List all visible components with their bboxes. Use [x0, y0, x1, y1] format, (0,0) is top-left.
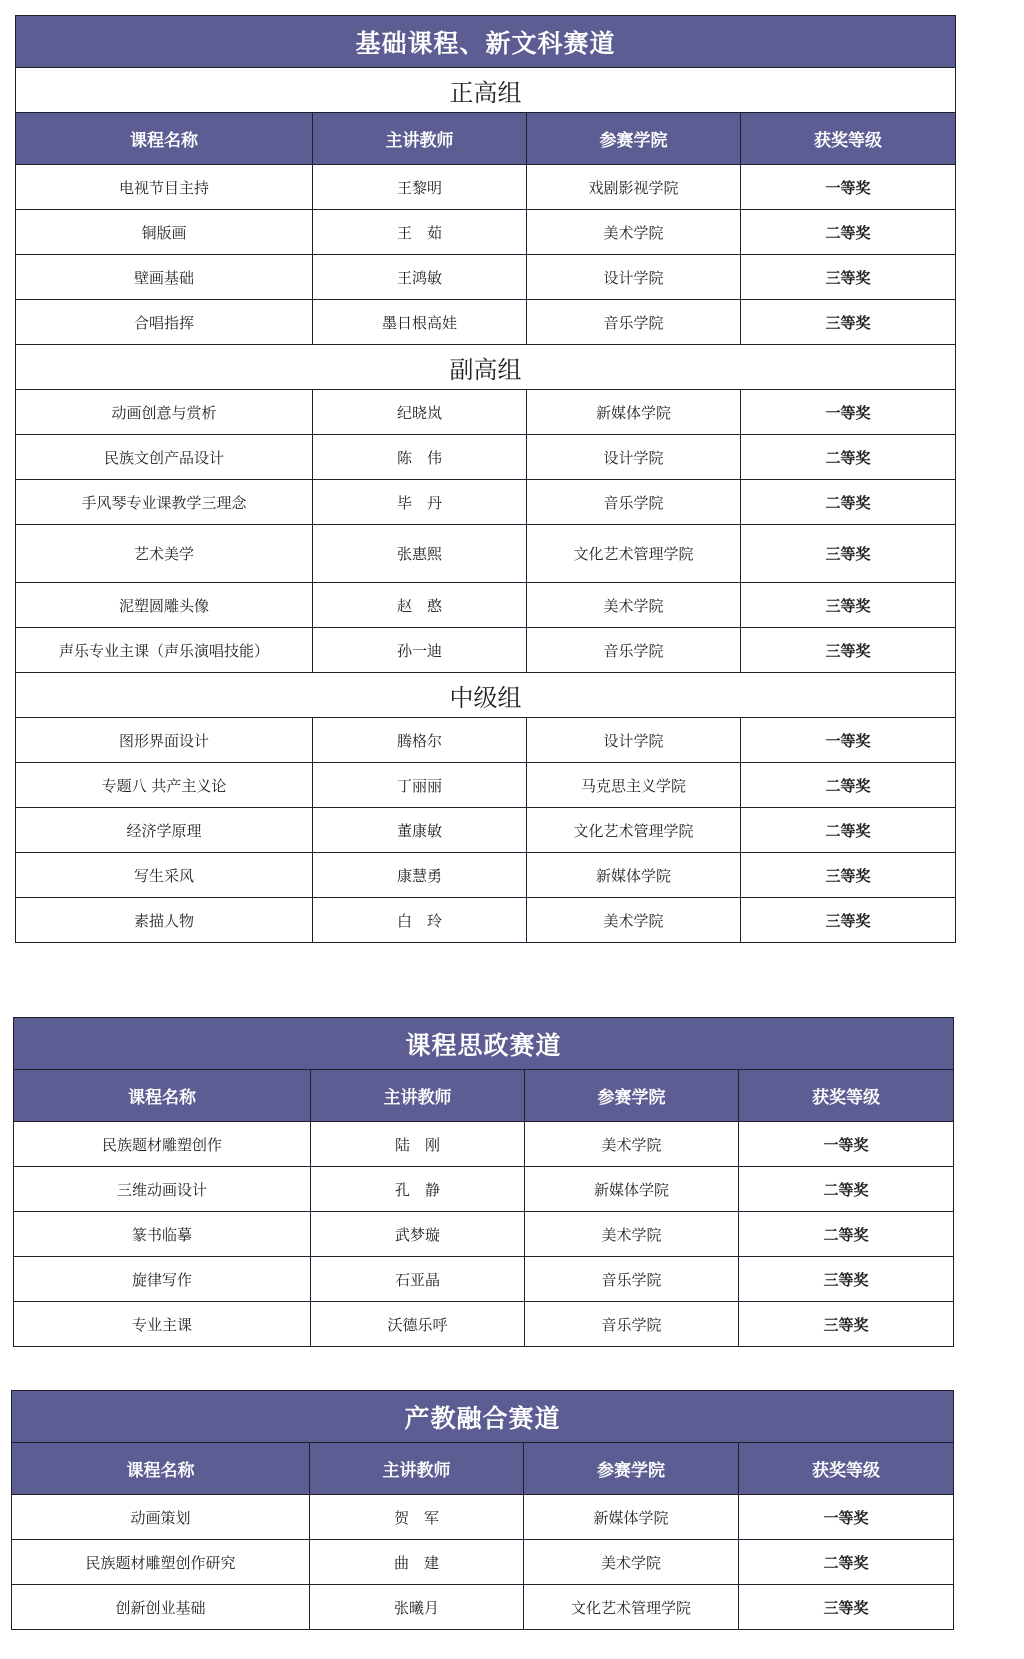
award-level: 三等奖 — [739, 1257, 954, 1302]
header-award: 获奖等级 — [739, 1070, 954, 1122]
table-row — [16, 853, 956, 898]
header-teacher: 主讲教师 — [313, 113, 527, 165]
course-name: 民族题材雕塑创作 — [14, 1122, 311, 1167]
teacher-name: 孔 静 — [311, 1167, 525, 1212]
table-row — [12, 1585, 954, 1630]
table-row — [12, 1540, 954, 1585]
header-award: 获奖等级 — [741, 113, 956, 165]
teacher-name: 纪晓岚 — [313, 390, 527, 435]
teacher-name: 陆 刚 — [311, 1122, 525, 1167]
course-name: 民族题材雕塑创作研究 — [12, 1540, 310, 1585]
header-award: 获奖等级 — [739, 1443, 954, 1495]
college-name: 美术学院 — [525, 1212, 739, 1257]
award-table-industry-education — [11, 1390, 954, 1630]
college-name: 文化艺术管理学院 — [527, 525, 741, 583]
award-level: 三等奖 — [741, 628, 956, 673]
table-row — [12, 1495, 954, 1540]
table-row — [16, 255, 956, 300]
teacher-name: 白 玲 — [313, 898, 527, 943]
teacher-name: 赵 憨 — [313, 583, 527, 628]
table-row — [14, 1212, 954, 1257]
award-table-ideological-courses — [13, 1017, 954, 1347]
course-name: 声乐专业主课（声乐演唱技能） — [16, 628, 313, 673]
teacher-name: 石亚晶 — [311, 1257, 525, 1302]
course-name: 壁画基础 — [16, 255, 313, 300]
award-level: 一等奖 — [741, 718, 956, 763]
header-course-name: 课程名称 — [12, 1443, 310, 1495]
college-name: 戏剧影视学院 — [527, 165, 741, 210]
award-level: 二等奖 — [741, 210, 956, 255]
course-name: 泥塑圆雕头像 — [16, 583, 313, 628]
teacher-name: 王鸿敏 — [313, 255, 527, 300]
college-name: 音乐学院 — [527, 628, 741, 673]
header-college: 参赛学院 — [527, 113, 741, 165]
award-level: 三等奖 — [741, 853, 956, 898]
award-level: 三等奖 — [739, 1302, 954, 1347]
table-row — [16, 718, 956, 763]
award-level: 一等奖 — [739, 1122, 954, 1167]
course-name: 写生采风 — [16, 853, 313, 898]
teacher-name: 贺 军 — [310, 1495, 524, 1540]
course-name: 艺术美学 — [16, 525, 313, 583]
teacher-name: 张惠熙 — [313, 525, 527, 583]
table-row — [14, 1257, 954, 1302]
course-name: 动画创意与赏析 — [16, 390, 313, 435]
award-level: 一等奖 — [741, 165, 956, 210]
college-name: 美术学院 — [527, 898, 741, 943]
table-row — [16, 763, 956, 808]
header-college: 参赛学院 — [525, 1070, 739, 1122]
course-name: 合唱指挥 — [16, 300, 313, 345]
group-title: 中级组 — [16, 673, 956, 718]
course-name: 篆书临摹 — [14, 1212, 311, 1257]
course-name: 专题八 共产主义论 — [16, 763, 313, 808]
teacher-name: 孙一迪 — [313, 628, 527, 673]
award-table-basic-courses — [15, 15, 956, 943]
teacher-name: 康慧勇 — [313, 853, 527, 898]
table-row — [16, 898, 956, 943]
table-row — [16, 628, 956, 673]
award-level: 一等奖 — [739, 1495, 954, 1540]
course-name: 创新创业基础 — [12, 1585, 310, 1630]
award-level: 二等奖 — [739, 1167, 954, 1212]
award-level: 二等奖 — [741, 808, 956, 853]
course-name: 旋律写作 — [14, 1257, 311, 1302]
college-name: 新媒体学院 — [527, 390, 741, 435]
table-row — [16, 390, 956, 435]
college-name: 新媒体学院 — [527, 853, 741, 898]
college-name: 美术学院 — [527, 210, 741, 255]
teacher-name: 沃德乐呼 — [311, 1302, 525, 1347]
table-row — [16, 300, 956, 345]
table-row — [16, 480, 956, 525]
table-row — [14, 1302, 954, 1347]
course-name: 经济学原理 — [16, 808, 313, 853]
section-title: 产教融合赛道 — [12, 1391, 954, 1443]
college-name: 美术学院 — [525, 1122, 739, 1167]
table-row — [14, 1167, 954, 1212]
table-row — [14, 1122, 954, 1167]
teacher-name: 王黎明 — [313, 165, 527, 210]
teacher-name: 武梦璇 — [311, 1212, 525, 1257]
teacher-name: 腾格尔 — [313, 718, 527, 763]
table-row — [16, 165, 956, 210]
course-name: 三维动画设计 — [14, 1167, 311, 1212]
header-teacher: 主讲教师 — [311, 1070, 525, 1122]
college-name: 设计学院 — [527, 718, 741, 763]
award-level: 二等奖 — [741, 435, 956, 480]
college-name: 新媒体学院 — [524, 1495, 739, 1540]
teacher-name: 陈 伟 — [313, 435, 527, 480]
award-level: 二等奖 — [741, 480, 956, 525]
award-level: 二等奖 — [741, 763, 956, 808]
table-row — [16, 583, 956, 628]
course-name: 动画策划 — [12, 1495, 310, 1540]
award-level: 三等奖 — [741, 898, 956, 943]
header-college: 参赛学院 — [524, 1443, 739, 1495]
teacher-name: 董康敏 — [313, 808, 527, 853]
group-title: 正高组 — [16, 68, 956, 113]
header-teacher: 主讲教师 — [310, 1443, 524, 1495]
header-course-name: 课程名称 — [14, 1070, 311, 1122]
teacher-name: 墨日根高娃 — [313, 300, 527, 345]
course-name: 手风琴专业课教学三理念 — [16, 480, 313, 525]
award-level: 三等奖 — [741, 255, 956, 300]
section-title: 课程思政赛道 — [14, 1018, 954, 1070]
award-level: 三等奖 — [741, 525, 956, 583]
table-row — [16, 210, 956, 255]
teacher-name: 毕 丹 — [313, 480, 527, 525]
course-name: 专业主课 — [14, 1302, 311, 1347]
course-name: 电视节目主持 — [16, 165, 313, 210]
table-row — [16, 808, 956, 853]
course-name: 图形界面设计 — [16, 718, 313, 763]
college-name: 美术学院 — [527, 583, 741, 628]
college-name: 设计学院 — [527, 435, 741, 480]
college-name: 美术学院 — [524, 1540, 739, 1585]
section-title: 基础课程、新文科赛道 — [16, 16, 956, 68]
college-name: 设计学院 — [527, 255, 741, 300]
college-name: 文化艺术管理学院 — [527, 808, 741, 853]
group-title: 副高组 — [16, 345, 956, 390]
college-name: 音乐学院 — [525, 1257, 739, 1302]
header-course-name: 课程名称 — [16, 113, 313, 165]
college-name: 马克思主义学院 — [527, 763, 741, 808]
college-name: 音乐学院 — [527, 480, 741, 525]
teacher-name: 丁丽丽 — [313, 763, 527, 808]
teacher-name: 曲 建 — [310, 1540, 524, 1585]
award-level: 三等奖 — [741, 300, 956, 345]
college-name: 音乐学院 — [527, 300, 741, 345]
college-name: 文化艺术管理学院 — [524, 1585, 739, 1630]
college-name: 音乐学院 — [525, 1302, 739, 1347]
award-level: 二等奖 — [739, 1540, 954, 1585]
college-name: 新媒体学院 — [525, 1167, 739, 1212]
award-level: 二等奖 — [739, 1212, 954, 1257]
award-level: 三等奖 — [741, 583, 956, 628]
award-level: 一等奖 — [741, 390, 956, 435]
award-level: 三等奖 — [739, 1585, 954, 1630]
teacher-name: 王 茹 — [313, 210, 527, 255]
teacher-name: 张曦月 — [310, 1585, 524, 1630]
course-name: 民族文创产品设计 — [16, 435, 313, 480]
table-row — [16, 435, 956, 480]
course-name: 铜版画 — [16, 210, 313, 255]
table-row — [16, 525, 956, 583]
course-name: 素描人物 — [16, 898, 313, 943]
